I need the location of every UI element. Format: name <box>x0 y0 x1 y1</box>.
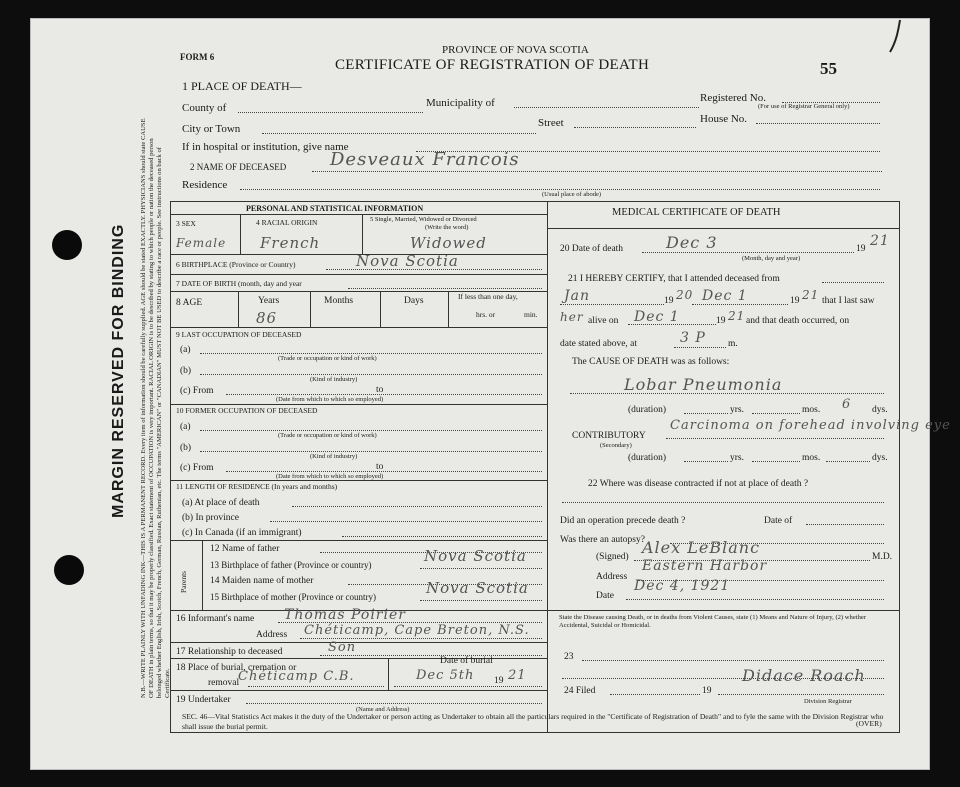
contrib-yrs-label: yrs. <box>730 453 744 463</box>
contrib-mos-label: mos. <box>802 453 821 463</box>
house-line <box>756 123 880 124</box>
removal-label: removal <box>208 678 240 688</box>
filed-year-prefix: 19 <box>702 686 712 696</box>
death-year-value: 21 <box>870 233 890 249</box>
birthplace-value: Nova Scotia <box>356 252 459 270</box>
attend-to-year-prefix: 19 <box>790 296 800 306</box>
county-line <box>238 112 423 113</box>
occ9-date-note: (Date from which to which so employed) <box>276 396 384 403</box>
burial-place-value: Chéticamp C.B. <box>238 669 355 684</box>
death-date-value: Dec 3 <box>666 233 718 252</box>
certificate-number: 55 <box>820 59 837 78</box>
marital-note: (Write the word) <box>425 224 469 231</box>
medical-rule <box>547 228 899 229</box>
length-c-label: (c) In Canada (if an immigrant) <box>182 528 302 538</box>
length-heading: 11 LENGTH OF RESIDENCE (In years and months) <box>176 482 338 491</box>
relationship-line <box>320 655 542 656</box>
months-label: Months <box>324 296 354 306</box>
certificate-title: CERTIFICATE OF REGISTRATION OF DEATH <box>335 57 650 73</box>
residence-line <box>240 189 880 190</box>
residence-note: (Usual place of abode) <box>542 191 602 198</box>
medical-address-value: Eastern Harbor <box>642 558 768 574</box>
q23-line <box>582 660 884 661</box>
cause-yrs-line <box>684 413 728 414</box>
hospital-label: If in hospital or institution, give name <box>182 141 349 153</box>
over-label: (OVER) <box>856 719 882 728</box>
length-a-label: (a) At place of death <box>182 498 260 508</box>
mother-name-label: 14 Maiden name of mother <box>210 576 314 586</box>
occurred-text: and that death occurred, on <box>746 316 850 326</box>
personal-heading: PERSONAL AND STATISTICAL INFORMATION <box>246 204 424 213</box>
days-label: Days <box>404 296 424 306</box>
frame-top <box>170 201 900 202</box>
row19-rule <box>170 690 547 691</box>
registered-note: (For use of Registrar General only) <box>758 103 850 110</box>
certify-line <box>822 282 884 283</box>
frame-bottom <box>170 732 900 733</box>
cause-dys-label: dys. <box>872 405 888 415</box>
former-occupation-heading: 10 FORMER OCCUPATION OF DECEASED <box>176 406 318 415</box>
racial-label: 4 RACIAL ORIGIN <box>256 218 318 227</box>
occ10-trade-note: (Trade or occupation or kind of work) <box>278 432 377 439</box>
cause-mos-label: mos. <box>802 405 821 415</box>
min-label: min. <box>524 310 538 319</box>
informant-address-value: Chéticamp, Cape Breton, N.S. <box>304 623 530 638</box>
mother-birthplace-value: Nova Scotia <box>426 579 529 597</box>
informant-name-value: Thomas Poirier <box>284 607 406 623</box>
county-label: County of <box>182 102 227 114</box>
dob-line <box>348 288 542 289</box>
cause-label: The CAUSE OF DEATH was as follows: <box>572 357 730 367</box>
occ10-date-note: (Date from which to which so employed) <box>276 473 384 480</box>
contrib-yrs-line <box>684 461 728 462</box>
undertaker-note: (Name and Address) <box>356 706 410 713</box>
length-b-line <box>270 521 542 522</box>
name-line <box>312 171 882 172</box>
contrib-mos-line <box>752 461 800 462</box>
margin-instructions: N.B.—WRITE PLAINLY WITH UNFADING INK—THIS IS A PERMANENT RECORD. Every item of information should be carefully supplied. AGE should be stated EXACTLY. PHYSICIANS should state CAUSE OF DEATH in plain terms, so that it may be properly classified. Exact statement of OCCUPATION is very important. RACIAL ORIGIN is to be described by stating to which people or nation the deceased person belonged whether English, Irish, Scotch, French, German, Russian, Ruthenian, etc. The terms "AMERICAN" or "CANADIAN" MUST NOT BE USED to describe a race or people. See instructions on back of Certificate. <box>140 118 171 698</box>
alive-on-value: Dec 1 <box>634 309 680 325</box>
racial-value: French <box>260 234 321 252</box>
sex-divider <box>240 214 241 254</box>
margin-label: MARGIN RESERVED FOR BINDING <box>110 223 127 518</box>
filed-label: 24 Filed <box>564 686 596 696</box>
alive-on-line <box>628 324 716 325</box>
cause-days-value: 6 <box>842 397 852 412</box>
medical-heading: MEDICAL CERTIFICATE OF DEATH <box>612 207 781 218</box>
contrib-duration-label: (duration) <box>628 453 666 463</box>
attend-to-year: 21 <box>802 288 820 302</box>
attend-to-line <box>692 304 788 305</box>
alive-on-text: alive on <box>588 316 619 326</box>
death-date-note: (Month, day and year) <box>742 255 801 262</box>
relationship-value: Son <box>328 640 357 655</box>
province-heading: PROVINCE OF NOVA SCOTIA <box>442 44 589 56</box>
age-years-value: 86 <box>256 309 278 327</box>
dob-label: 7 DATE OF BIRTH (month, day and year <box>176 279 302 288</box>
occ9-from-line <box>226 394 542 395</box>
informant-address-line <box>300 638 542 639</box>
corner-pen-mark <box>882 18 912 58</box>
cause-duration-label: (duration) <box>628 405 666 415</box>
parents-rule <box>170 540 547 541</box>
medical-date-line <box>626 599 884 600</box>
informant-name-label: 16 Informant's name <box>176 614 255 624</box>
row10-rule <box>170 404 547 405</box>
binding-hole-bottom <box>54 555 84 585</box>
date-of-line <box>806 524 884 525</box>
signed-value: Alex LeBlanc <box>642 538 761 557</box>
burial-year-prefix: 19 <box>494 676 504 686</box>
racial-divider <box>362 214 363 254</box>
city-line <box>262 133 536 134</box>
parents-divider <box>202 540 203 610</box>
alive-year-value: 21 <box>728 309 746 323</box>
occ9-b-label: (b) <box>180 366 192 376</box>
death-date-label: 20 Date of death <box>560 244 624 254</box>
marital-label: 5 Single, Married, Widowed or Divorced <box>370 216 477 223</box>
birthplace-label: 6 BIRTHPLACE (Province or Country) <box>176 260 296 269</box>
burial-line <box>248 686 384 687</box>
md-label: M.D. <box>872 552 893 562</box>
cause-mos-line <box>752 413 800 414</box>
attend-from-line <box>560 304 664 305</box>
contrib-dys-line <box>826 461 870 462</box>
attend-from-year-prefix: 19 <box>664 296 674 306</box>
row7-rule <box>170 274 547 275</box>
street-label: Street <box>538 117 564 129</box>
father-birthplace-line <box>420 568 542 569</box>
burial-year-value: 21 <box>508 668 527 683</box>
relationship-label: 17 Relationship to deceased <box>176 647 283 657</box>
violent-rule <box>547 610 899 611</box>
occ10-from-line <box>226 471 542 472</box>
occ9-trade-note: (Trade or occupation or kind of work) <box>278 355 377 362</box>
municipality-line <box>514 107 699 108</box>
m-text: m. <box>728 339 738 349</box>
age-divider-1 <box>238 291 239 327</box>
personal-rule <box>170 214 547 215</box>
frame-right <box>899 201 900 732</box>
alive-year-prefix: 19 <box>716 316 726 326</box>
municipality-label: Municipality of <box>426 97 495 109</box>
length-c-line <box>342 536 542 537</box>
street-line <box>574 127 696 128</box>
registrar-note: Division Registrar <box>804 698 852 705</box>
time-value: 3 P <box>680 330 706 346</box>
parents-side-label: Parents <box>179 570 188 593</box>
marital-value: Widowed <box>410 234 487 252</box>
mother-birthplace-label: 15 Birthplace of mother (Province or country) <box>210 592 376 602</box>
violent-note: State the Disease causing Death, or in deaths from Violent Causes, state (1) Means and Nature of Injury, (2) whether Accidental, Suicidal or Homicidal. <box>559 614 867 629</box>
burial-label: 18 Place of burial, cremation or <box>176 663 297 673</box>
q22-line <box>562 502 884 503</box>
signed-label: (Signed) <box>596 552 629 562</box>
medical-address-label: Address <box>596 572 628 582</box>
registrar-line <box>718 694 884 695</box>
age-divider-4 <box>448 291 449 327</box>
residence-label: Residence <box>182 179 228 191</box>
occ9-b-line <box>200 374 542 375</box>
attend-from-value: Jan <box>564 288 590 304</box>
time-line <box>674 347 726 348</box>
sex-value: Female <box>176 236 227 250</box>
secondary-note: (Secondary) <box>600 442 632 449</box>
age-divider-2 <box>310 291 311 327</box>
hrs-label: hrs. or <box>476 310 496 319</box>
last-occupation-heading: 9 LAST OCCUPATION OF DECEASED <box>176 330 302 339</box>
years-label: Years <box>258 296 280 306</box>
burial-date-value: Dec 5th <box>416 668 475 683</box>
occ9-a-line <box>200 353 542 354</box>
q22-label: 22 Where was disease contracted if not at place of death ? <box>588 479 809 489</box>
informant-address-label: Address <box>256 630 288 640</box>
death-date-line <box>642 252 854 253</box>
age-label: 8 AGE <box>176 298 203 308</box>
contributory-value: Carcinoma on forehead involving eye <box>670 418 951 433</box>
date-stated-text: date stated above, at <box>560 339 638 349</box>
age-divider-3 <box>380 291 381 327</box>
operation-label: Did an operation precede death ? <box>560 516 686 526</box>
occ10-from-label: (c) From <box>180 463 214 473</box>
contributory-line <box>666 438 884 439</box>
registered-label: Registered No. <box>700 92 766 104</box>
mother-birthplace-line <box>420 600 542 601</box>
sex-label: 3 SEX <box>176 219 196 228</box>
her-value: her <box>560 310 584 324</box>
attend-to-value: Dec 1 <box>702 288 748 304</box>
occ10-a-line <box>200 430 542 431</box>
row17-rule <box>170 642 547 643</box>
cause-value: Lobar Pneumonia <box>624 375 783 394</box>
occ10-industry-note: (Kind of industry) <box>310 453 358 460</box>
burial-date-label: Date of burial <box>440 656 493 666</box>
father-birthplace-value: Nova Scotia <box>424 547 527 565</box>
binding-hole-top <box>52 230 82 260</box>
q23-label: 23 <box>564 652 574 662</box>
cause-line <box>570 393 884 394</box>
burial-divider <box>388 658 389 690</box>
row9-rule <box>170 327 547 328</box>
registrar-signature: Didace Roach <box>742 666 866 685</box>
undertaker-line <box>246 703 542 704</box>
occ9-industry-note: (Kind of industry) <box>310 376 358 383</box>
filed-line <box>610 694 700 695</box>
father-birthplace-label: 13 Birthplace of father (Province or country) <box>210 560 372 570</box>
medical-date-value: Dec 4, 1921 <box>634 578 731 594</box>
length-b-label: (b) In province <box>182 513 239 523</box>
house-label: House No. <box>700 113 748 125</box>
occ10-a-label: (a) <box>180 422 191 432</box>
occ10-b-label: (b) <box>180 443 192 453</box>
occ9-to-label: to <box>376 385 384 395</box>
occ9-a-label: (a) <box>180 345 191 355</box>
frame-left <box>170 201 171 732</box>
name-label: 2 NAME OF DECEASED <box>190 162 287 172</box>
occ9-from-label: (c) From <box>180 386 214 396</box>
certify-text: 21 I HEREBY CERTIFY, that I attended deceased from <box>568 274 780 284</box>
contributory-label: CONTRIBUTORY <box>572 431 646 441</box>
less-than-day-label: If less than one day, <box>458 292 518 301</box>
column-divider <box>547 201 548 732</box>
cause-yrs-label: yrs. <box>730 405 744 415</box>
undertaker-label: 19 Undertaker <box>176 695 231 705</box>
last-saw-text: that I last saw <box>822 296 875 306</box>
place-of-death-heading: 1 PLACE OF DEATH— <box>182 79 302 93</box>
contrib-dys-label: dys. <box>872 453 888 463</box>
father-name-label: 12 Name of father <box>210 544 280 554</box>
attend-from-year: 20 <box>676 288 694 302</box>
row11-rule <box>170 480 547 481</box>
medical-date-label: Date <box>596 591 614 601</box>
length-a-line <box>292 506 542 507</box>
city-label: City or Town <box>182 123 241 135</box>
burial-date-line <box>394 686 542 687</box>
footer-section-note: SEC. 46—Vital Statistics Act makes it the duty of the Undertaker or person acting as Undertaker to obtain all the particulars required in the "Certificate of Registration of Death" and to fyle the same with the Division Registrar who shall issue the burial permit. <box>182 712 884 731</box>
autopsy-label: Was there an autopsy? <box>560 535 645 545</box>
form-number: FORM 6 <box>180 52 215 62</box>
occ10-to-label: to <box>376 462 384 472</box>
deceased-name: Desveaux Francois <box>330 149 520 170</box>
occ10-b-line <box>200 451 542 452</box>
date-of-label: Date of <box>764 516 793 526</box>
death-certificate-page <box>30 18 951 770</box>
death-year-prefix: 19 <box>856 244 866 254</box>
